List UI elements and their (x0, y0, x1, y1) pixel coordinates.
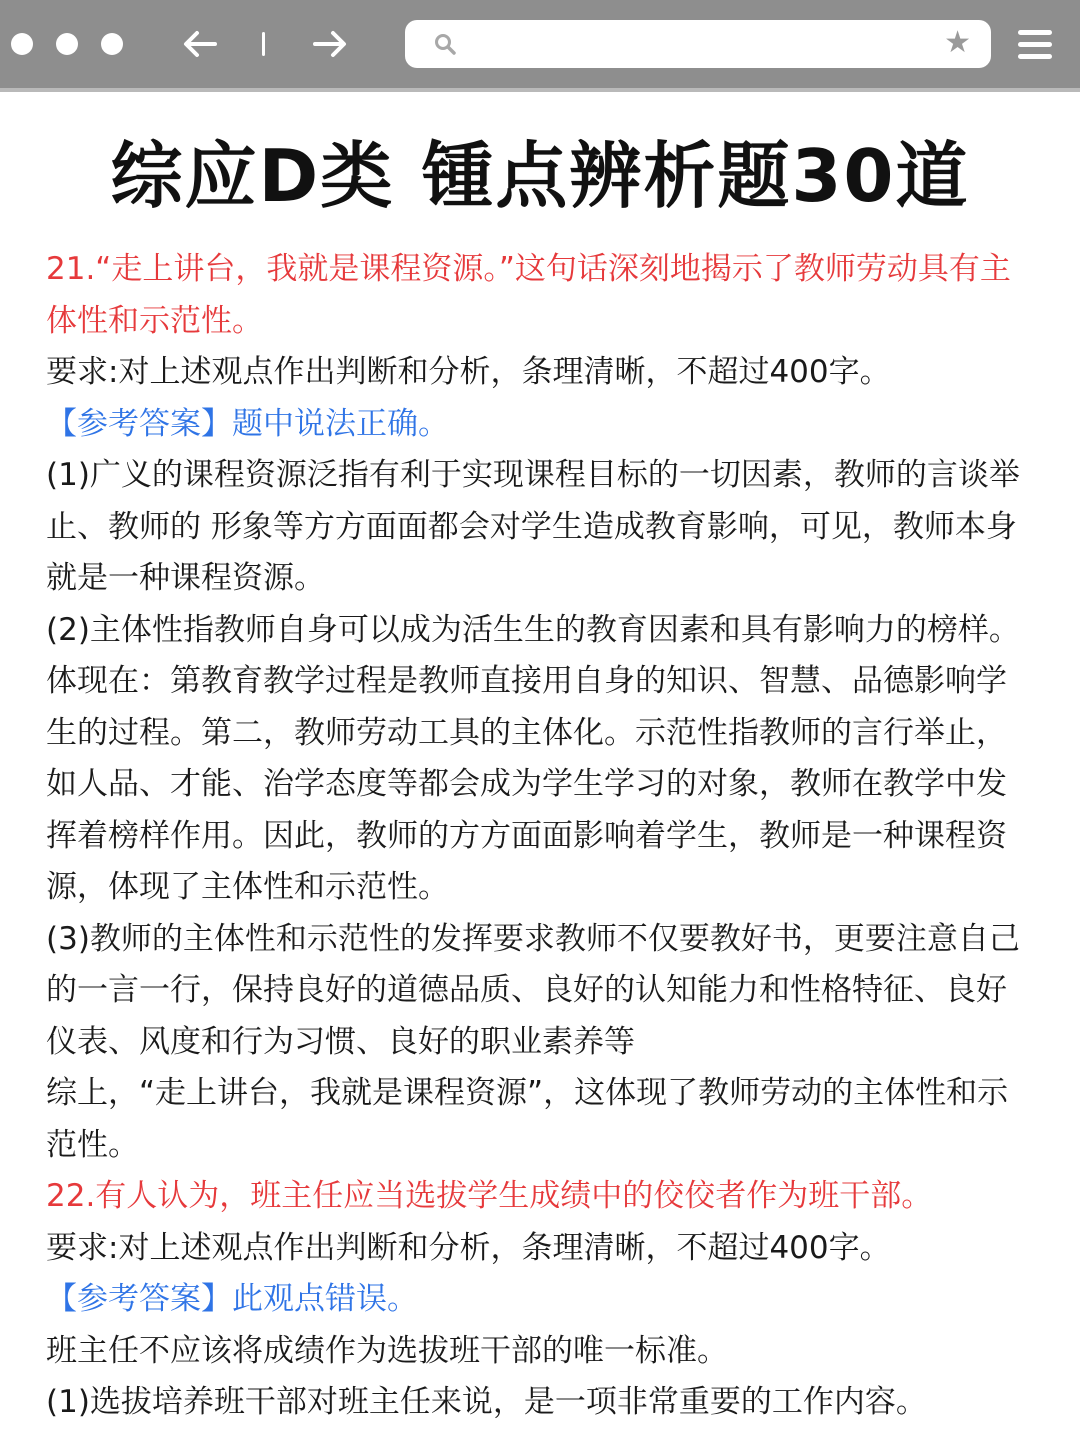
window-maximize-dot[interactable] (101, 33, 123, 55)
answer-22-summary: 班主任不应该将成绩作为选拔班干部的唯一标准。 (46, 1332, 728, 1369)
star-icon[interactable]: ★ (944, 25, 971, 60)
back-button[interactable] (178, 22, 222, 66)
window-close-dot[interactable] (11, 33, 33, 55)
answer-22: 【参考答案】此观点错误。 (46, 1281, 418, 1317)
window-minimize-dot[interactable] (56, 33, 78, 55)
address-bar[interactable] (405, 20, 991, 68)
answer-21-conclusion: 综上，“走上讲台，我就是课程资源”，这体现了教师劳动的主体性和示范性。 (46, 1075, 1009, 1163)
question-22: 22.有人认为，班主任应当选拔学生成绩中的佼佼者作为班干部。 (46, 1178, 933, 1214)
forward-button[interactable] (308, 22, 352, 66)
answer-21-point-1: (1)广义的课程资源泛指有利于实现课程目标的一切因素，教师的言谈举止、教师的 形象等方方面面都会对学生造成教育影响，可见，教师本身就是一种课程资源。 (46, 457, 1020, 596)
question-21: 21.“走上讲台，我就是课程资源。”这句话深刻地揭示了教师劳动具有主体性和示范性。 (46, 251, 1011, 339)
arrow-left-icon (182, 30, 218, 58)
search-icon (433, 32, 457, 60)
page-title: 综应D类 锺点辨析题30道 (110, 134, 970, 218)
answer-22-point-1: (1)选拔培养班干部对班主任来说，是一项非常重要的工作内容。 (46, 1384, 927, 1420)
answer-21: 【参考答案】题中说法正确。 (46, 405, 449, 442)
answer-21-point-3: (3)教师的主体性和示范性的发挥要求教师不仅要教好书，更要注意自己的一言一行，保持良好的道德品质、良好的认知能力和性格特征、良好仪表、风度和行为习惯、良好的职业素养等 (46, 920, 1020, 1060)
browser-toolbar (0, 0, 1080, 92)
requirement-22: 要求:对上述观点作出判断和分析，条理清晰，不超过400字。 (46, 1229, 891, 1266)
requirement-21: 要求:对上述观点作出判断和分析，条理清晰，不超过400字。 (46, 354, 891, 390)
arrow-right-icon (312, 30, 348, 58)
nav-separator (262, 32, 265, 56)
article-body (46, 244, 1036, 1429)
hamburger-menu-icon[interactable] (1014, 26, 1058, 62)
answer-21-point-2: (2)主体性指教师自身可以成为活生生的教育因素和具有影响力的榜样。体现在：第教育教学过程是教师直接用自身的知识、智慧、品德影响学生的过程。第二，教师劳动工具的主体化。示范性指教师的言行举止，如人品、才能、治学态度等都会成为学生学习的对象，教师在教学中发挥着榜样作用。因此，教师的方方面面影响着学生，教师是一种课程资源，体现了主体性和示范性。 (46, 611, 1020, 905)
